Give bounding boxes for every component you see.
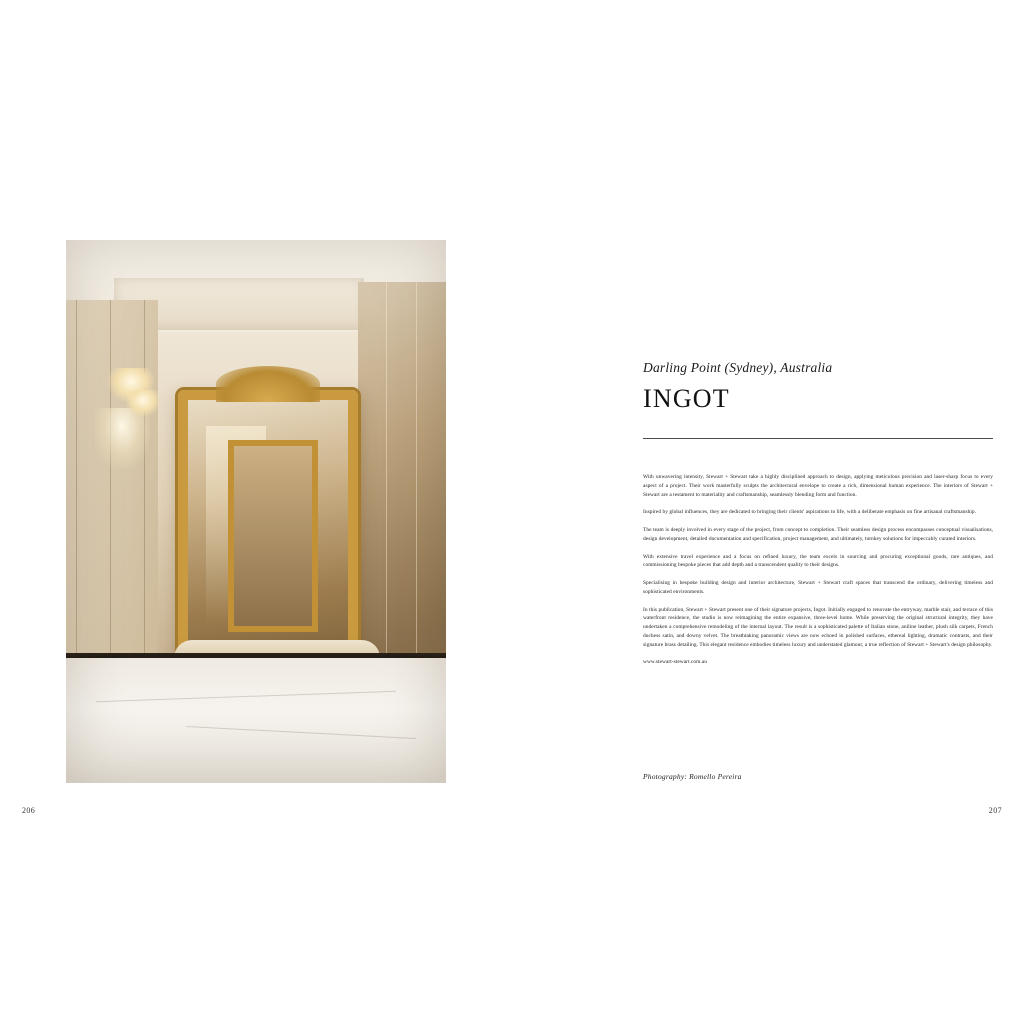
body-copy bbox=[643, 473, 993, 667]
paragraph: Inspired by global influences, they are dedicated to bringing their clients' aspirations to life, with a deliberate emphasis on fine artisanal craftsmanship. bbox=[643, 509, 977, 516]
right-page-content bbox=[643, 360, 993, 676]
photo-mirror-inner-frame bbox=[228, 440, 318, 632]
page-number-right: 207 bbox=[988, 806, 1002, 815]
page-title: INGOT bbox=[643, 384, 730, 413]
paragraph: The team is deeply involved in every stage of the project, from concept to completion. Their seamless design process encompasses conceptual visualisations, design development, detailed documentation and specification, project management, and ultimately, turnkey solutions for impeccably curated interiors. bbox=[643, 527, 993, 542]
paragraph: With unwavering intensity, Stewart + Stewart take a highly disciplined approach to design, applying meticulous precision and laser-sharp focus to every aspect of a project. Their work masterfully sculpts the architectural envelope to create a rich, dimensional human experience. The interiors of Stewart + Stewart are a testament to materiality and craftsmanship, seamlessly blending form and function. bbox=[643, 474, 993, 498]
paragraph: Specialising in bespoke building design and interior architecture, Stewart + Stewart craft spaces that transcend the ordinary, delivering timeless and sophisticated environments. bbox=[643, 580, 993, 595]
divider bbox=[643, 438, 993, 439]
photography-credit: Photography: Romello Pereira bbox=[643, 772, 742, 781]
photo-canvas bbox=[66, 240, 446, 783]
photo-marble-vein bbox=[186, 726, 416, 739]
paragraph: With extensive travel experience and a focus on refined luxury, the team excels in sourcing and procuring exceptional goods, rare antiques, and commissioning bespoke pieces that add depth and a transcendent quality to their designs. bbox=[643, 553, 993, 569]
project-location: Darling Point (Sydney), Australia bbox=[643, 360, 833, 375]
website-link[interactable]: www.stewart-stewart.com.au bbox=[643, 659, 707, 666]
photo-wall-sconce bbox=[126, 390, 160, 416]
interior-entryway-photograph bbox=[66, 240, 446, 783]
page-number-left: 206 bbox=[22, 806, 36, 815]
right-page bbox=[512, 0, 1024, 1024]
photo-marble-floor bbox=[66, 658, 446, 783]
photo-chandelier bbox=[94, 408, 150, 468]
photo-marble-vein bbox=[96, 691, 396, 702]
paragraph: In this publication, Stewart + Stewart present one of their signature projects, Ingot. Initially engaged to renovate the entryway, marble stair, and terrace of this waterfront residence, the studio is now reimagining the entire expansive, three-level home. While preserving the original structural integrity, they have undertaken a comprehensive remodeling of the internal layout. The result is a sophisticated palette of Italian stone, aniline leather, plush silk carpets, French duchess satin, and downy velvet. The breathtaking panoramic views are now echoed in polished surfaces, ethereal lighting, dramatic contrasts, and their signature brass detailing. This elegant residence embodies timeless luxury and understated glamour, a true reflection of Stewart + Stewart's design philosophy. bbox=[643, 606, 993, 648]
